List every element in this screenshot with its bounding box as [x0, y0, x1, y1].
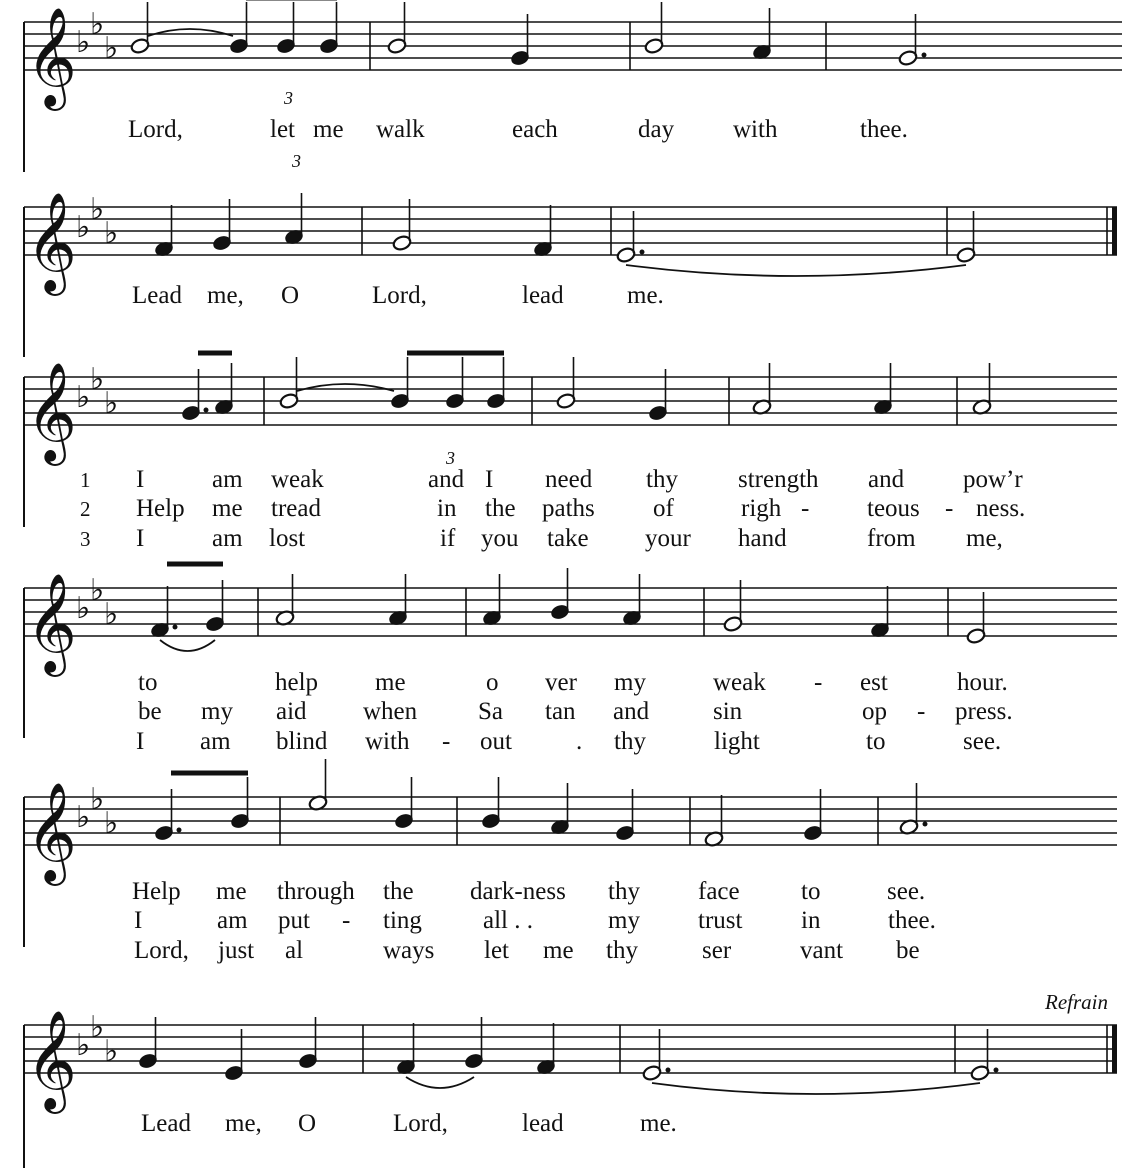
lyric-syllable: press. [955, 698, 1013, 725]
augmentation-dot [994, 1068, 999, 1073]
treble-clef-icon: 𝄞 [26, 782, 77, 882]
lyric-syllable: hand [738, 525, 787, 552]
lyric-syllable: help [275, 669, 319, 696]
treble-clef-icon: 𝄞 [26, 573, 77, 673]
lyric-syllable: thy [646, 466, 678, 493]
lyric-syllable: me, [966, 525, 1003, 552]
lyric-syllable: O [281, 282, 300, 309]
lyric-syllable: in [801, 907, 821, 934]
lyric-syllable: vant [800, 937, 844, 964]
lyric-syllable: through [277, 878, 355, 905]
lyric-syllable: each [512, 116, 558, 143]
lyric-syllable: from [867, 525, 916, 552]
lyric-syllable: al [285, 937, 304, 964]
lyric-syllable: I [485, 466, 494, 493]
staff-system-2 [24, 192, 1117, 357]
lyric-syllable: . [576, 728, 583, 755]
lyric-syllable: am [217, 907, 248, 934]
lyric-syllable: light [714, 728, 760, 755]
lyric-syllable: to [801, 878, 821, 905]
lyric-syllable: - [801, 495, 810, 522]
triplet-mark: 3 [284, 88, 293, 108]
staff-system-6 [24, 1010, 1117, 1168]
lyric-syllable: righ [741, 495, 782, 522]
lyric-syllable: thy [606, 937, 638, 964]
lyric-syllable: paths [542, 495, 595, 522]
flat-sign-icon: ♭ [90, 573, 105, 608]
lyric-syllable: lead [522, 1110, 564, 1137]
lyric-syllable: out [480, 728, 512, 755]
flat-sign-icon: ♭ [90, 362, 105, 397]
augmentation-dot [173, 625, 178, 630]
lyric-syllable: put [278, 907, 310, 934]
triplet-mark: 3 [446, 448, 455, 468]
lyric-syllable: I [136, 466, 145, 493]
tie-curve [148, 29, 233, 36]
flat-sign-icon: ♭ [76, 591, 91, 626]
flat-sign-icon: ♭ [76, 800, 91, 835]
lyric-syllable: you [481, 525, 519, 552]
lyric-syllable: when [363, 698, 418, 725]
lyric-syllable: Lord, [128, 116, 183, 143]
lyric-syllable: and [428, 466, 465, 493]
lyric-syllable: see. [887, 878, 926, 905]
lyric-syllable: I [136, 728, 145, 755]
lyric-syllable: face [698, 878, 740, 905]
lyric-syllable: day [638, 116, 675, 143]
lyric-syllable: thee. [860, 116, 908, 143]
staff-system-1 [24, 0, 1122, 172]
refrain-marker: Refrain [1045, 990, 1108, 1014]
lyric-syllable: if [440, 525, 456, 552]
flat-sign-icon: ♭ [104, 386, 119, 421]
lyric-syllable: and [868, 466, 905, 493]
lyric-syllable: op [862, 698, 887, 725]
verse-number: 2 [80, 497, 91, 521]
lyric-syllable: aid [276, 698, 307, 725]
lyric-syllable: ver [545, 669, 577, 696]
lyric-syllable: see. [963, 728, 1002, 755]
lyric-syllable: me. [627, 282, 664, 309]
treble-clef-icon: 𝄞 [26, 7, 77, 107]
lyric-syllable: lead [522, 282, 564, 309]
lyric-syllable: with [365, 728, 410, 755]
tie-curve [406, 1077, 474, 1088]
lyric-syllable: thee. [888, 907, 936, 934]
staves-layer [24, 0, 1122, 1168]
flat-sign-icon: ♭ [90, 7, 105, 42]
lyric-syllable: thy [614, 728, 646, 755]
lyric-syllable: weak [713, 669, 766, 696]
augmentation-dot [640, 250, 645, 255]
lyric-syllable: strength [738, 466, 819, 493]
lyric-syllable: let [484, 937, 509, 964]
lyric-syllable: walk [376, 116, 425, 143]
lyric-syllable: me [543, 937, 574, 964]
lyric-syllable: me [216, 878, 247, 905]
lyric-syllable: O [298, 1110, 317, 1137]
lyric-syllable: in [437, 495, 457, 522]
flat-sign-icon: ♭ [90, 1010, 105, 1045]
lyric-syllable: lost [269, 525, 306, 552]
lyric-syllable: dark-ness [470, 878, 566, 905]
lyric-syllable: of [653, 495, 674, 522]
lyric-syllable: thy [608, 878, 640, 905]
augmentation-dot [922, 53, 927, 58]
lyric-syllable: Lead [132, 282, 182, 309]
flat-sign-icon: ♭ [76, 25, 91, 60]
lyric-syllable: est [860, 669, 888, 696]
lyric-syllable: ness. [976, 495, 1026, 522]
flat-sign-icon: ♭ [104, 597, 119, 632]
lyric-syllable: - [917, 698, 926, 725]
lyric-syllable: my [201, 698, 233, 725]
lyric-syllable: - [814, 669, 823, 696]
lyric-syllable: with [733, 116, 778, 143]
lyric-syllable: am [200, 728, 231, 755]
lyric-syllable: the [485, 495, 516, 522]
lyric-syllable: am [212, 466, 243, 493]
lyric-syllable: me [375, 669, 406, 696]
treble-clef-icon: 𝄞 [26, 1010, 77, 1110]
flat-sign-icon: ♭ [104, 216, 119, 251]
augmentation-dot [204, 408, 209, 413]
lyric-syllable: sin [713, 698, 743, 725]
lyric-syllable: need [545, 466, 593, 493]
lyric-syllable: the [383, 878, 414, 905]
tie-curve [652, 1083, 980, 1094]
triplet-mark: 3 [292, 151, 301, 171]
lyric-syllable: ting [383, 907, 422, 934]
treble-clef-icon: 𝄞 [26, 192, 77, 292]
lyric-syllable: o [486, 669, 499, 696]
lyric-syllable: all . . [483, 907, 533, 934]
lyric-syllable: me, [207, 282, 244, 309]
lyric-syllable: ser [702, 937, 732, 964]
verse-number: 1 [80, 468, 91, 492]
augmentation-dot [666, 1068, 671, 1073]
lyric-syllable: am [212, 525, 243, 552]
augmentation-dot [923, 822, 928, 827]
lyric-syllable: your [645, 525, 691, 552]
lyric-syllable: weak [271, 466, 324, 493]
final-barline-thick [1112, 207, 1117, 255]
staff-system-5 [24, 759, 1117, 947]
flat-sign-icon: ♭ [104, 31, 119, 66]
lyric-syllable: - [945, 495, 954, 522]
lyric-syllable: I [136, 525, 145, 552]
final-barline-thick [1112, 1025, 1117, 1073]
lyric-syllable: me [212, 495, 243, 522]
lyric-syllable: hour. [957, 669, 1008, 696]
lyric-syllable: me [313, 116, 344, 143]
tie-curve [626, 265, 966, 276]
verse-number: 3 [80, 527, 91, 551]
lyric-syllable: me, [225, 1110, 262, 1137]
augmentation-dot [177, 828, 182, 833]
flat-sign-icon: ♭ [90, 782, 105, 817]
lyric-syllable: to [138, 669, 158, 696]
lyric-syllable: tread [271, 495, 321, 522]
lyric-syllable: Lord, [134, 937, 189, 964]
lyric-syllable: be [138, 698, 162, 725]
lyric-syllable: teous [867, 495, 920, 522]
lyric-syllable: - [342, 907, 351, 934]
lyric-syllable: take [547, 525, 589, 552]
lyric-syllable: to [866, 728, 886, 755]
lyric-syllable: tan [545, 698, 576, 725]
flat-sign-icon: ♭ [104, 806, 119, 841]
lyric-syllable: be [896, 937, 920, 964]
tie-curve [160, 640, 215, 651]
lyric-syllable: my [608, 907, 640, 934]
lyric-syllable: pow’r [963, 466, 1023, 493]
lyric-syllable: me. [640, 1110, 677, 1137]
lyric-syllable: Help [132, 878, 181, 905]
lyric-syllable: let [270, 116, 295, 143]
lyric-syllable: blind [276, 728, 328, 755]
lyric-syllable: trust [698, 907, 743, 934]
flat-sign-icon: ♭ [104, 1034, 119, 1069]
lyric-syllable: Lord, [372, 282, 427, 309]
lyric-syllable: Lead [141, 1110, 191, 1137]
lyric-syllable: - [442, 728, 451, 755]
lyric-syllable: ways [383, 937, 435, 964]
treble-clef-icon: 𝄞 [26, 362, 77, 462]
flat-sign-icon: ♭ [76, 210, 91, 245]
lyric-syllable: Help [136, 495, 185, 522]
lyric-syllable: and [613, 698, 650, 725]
flat-sign-icon: ♭ [76, 380, 91, 415]
flat-sign-icon: ♭ [76, 1028, 91, 1063]
lyric-syllable: Sa [478, 698, 503, 725]
lyric-syllable: my [614, 669, 646, 696]
lyric-syllable: I [134, 907, 143, 934]
lyric-syllable: Lord, [393, 1110, 448, 1137]
flat-sign-icon: ♭ [90, 192, 105, 227]
lyric-syllable: just [218, 937, 255, 964]
tie-curve [297, 384, 394, 391]
